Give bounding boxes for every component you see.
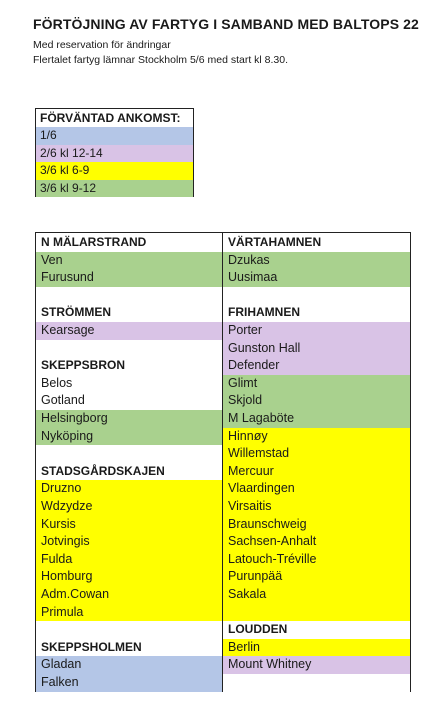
ship-row: Homburg (36, 568, 222, 586)
left-column (36, 233, 223, 691)
ship-row: Jotvingis (36, 533, 222, 551)
ship-row: Kearsage (36, 322, 222, 340)
spacer-row (36, 621, 222, 639)
spacer-row (36, 340, 222, 358)
legend-item: 3/6 kl 9-12 (36, 180, 193, 198)
ship-row: Adm.Cowan (36, 586, 222, 604)
spacer-row (223, 604, 410, 622)
ship-row: Gladan (36, 656, 222, 674)
spacer-row (36, 287, 222, 305)
ship-row: Mercuur (223, 463, 410, 481)
ship-row: Helsingborg (36, 410, 222, 428)
ship-row: Kursis (36, 516, 222, 534)
port-header: VÄRTAHAMNEN (223, 234, 410, 252)
ship-row: Uusimaa (223, 269, 410, 287)
subtitle-reservation: Med reservation för ändringar (33, 39, 171, 51)
legend-rows (36, 127, 193, 197)
port-header: STADSGÅRDSKAJEN (36, 463, 222, 481)
subtitle-departure: Flertalet fartyg lämnar Stockholm 5/6 med start kl 8.30. (33, 54, 289, 66)
port-table (35, 232, 411, 692)
ship-row: M Lagaböte (223, 410, 410, 428)
ship-row: Fulda (36, 551, 222, 569)
legend-item: 1/6 (36, 127, 193, 145)
ship-row: Virsaitis (223, 498, 410, 516)
ship-row: Hinnøy (223, 428, 410, 446)
ship-row: Mount Whitney (223, 656, 410, 674)
ship-row: Belos (36, 375, 222, 393)
ship-row: Wdzydze (36, 498, 222, 516)
ship-row: Glimt (223, 375, 410, 393)
port-header: STRÖMMEN (36, 304, 222, 322)
ship-row: Nyköping (36, 428, 222, 446)
ship-row: Furusund (36, 269, 222, 287)
ship-row: Gunston Hall (223, 340, 410, 358)
ship-row: Braunschweig (223, 516, 410, 534)
legend-item: 3/6 kl 6-9 (36, 162, 193, 180)
ship-row: Willemstad (223, 445, 410, 463)
ship-row: Sakala (223, 586, 410, 604)
ship-row: Sachsen-Anhalt (223, 533, 410, 551)
right-column (223, 233, 410, 691)
ship-row: Skjold (223, 392, 410, 410)
port-header: LOUDDEN (223, 621, 410, 639)
port-header: FRIHAMNEN (223, 304, 410, 322)
ship-row: Primula (36, 604, 222, 622)
legend-title: FÖRVÄNTAD ANKOMST: (40, 111, 181, 125)
ship-row: Purunpää (223, 568, 410, 586)
ship-row: Vlaardingen (223, 480, 410, 498)
legend-item: 2/6 kl 12-14 (36, 145, 193, 163)
port-header: SKEPPSHOLMEN (36, 639, 222, 657)
port-header: N MÄLARSTRAND (36, 234, 222, 252)
ship-row: Gotland (36, 392, 222, 410)
spacer-row (223, 287, 410, 305)
ship-row: Latouch-Tréville (223, 551, 410, 569)
ship-row: Porter (223, 322, 410, 340)
ship-row: Ven (36, 252, 222, 270)
ship-row: Defender (223, 357, 410, 375)
ship-row: Falken (36, 674, 222, 692)
ship-row: Druzno (36, 480, 222, 498)
port-header: SKEPPSBRON (36, 357, 222, 375)
ship-row: Dzukas (223, 252, 410, 270)
page-title: FÖRTÖJNING AV FARTYG I SAMBAND MED BALTOPS 22 (33, 16, 419, 32)
spacer-row (223, 674, 410, 692)
ship-row: Berlin (223, 639, 410, 657)
spacer-row (36, 445, 222, 463)
arrival-legend (35, 108, 194, 197)
